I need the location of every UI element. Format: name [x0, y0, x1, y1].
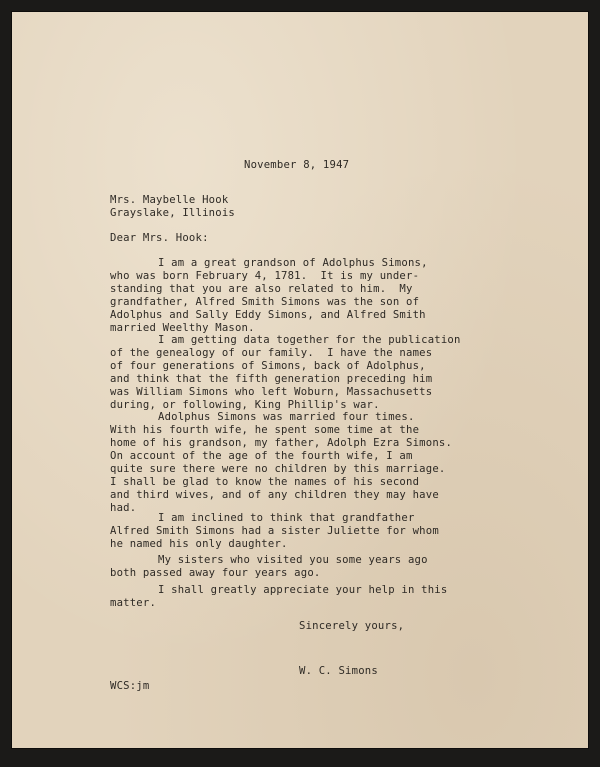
- letter-page: [12, 12, 588, 748]
- paragraph-line: matter.: [110, 597, 157, 609]
- paragraph-line: of the genealogy of our family. I have the names: [110, 347, 433, 359]
- paragraph-line: I am inclined to think that grandfather: [158, 512, 415, 524]
- paragraph-3: [110, 411, 452, 515]
- paragraph-line: Alfred Smith Simons had a sister Juliette for whom: [110, 525, 439, 537]
- paragraph-line: With his fourth wife, he spent some time at the: [110, 424, 420, 436]
- paragraph-line: My sisters who visited you some years ago: [158, 554, 428, 566]
- paragraph-1: [110, 257, 428, 335]
- paragraph-line: Adolphus Simons was married four times.: [158, 411, 415, 423]
- paragraph-line: I am a great grandson of Adolphus Simons,: [158, 257, 428, 269]
- paragraph-line: On account of the age of the fourth wife, I am: [110, 450, 413, 462]
- paragraph-line: both passed away four years ago.: [110, 567, 321, 579]
- paragraph-line: who was born February 4, 1781. It is my under-: [110, 270, 420, 282]
- paragraph-line: grandfather, Alfred Smith Simons was the son of: [110, 296, 420, 308]
- paragraph-line: married Weelthy Mason.: [110, 322, 255, 334]
- paragraph-line: and third wives, and of any children they may have: [110, 489, 439, 501]
- closing: Sincerely yours,: [299, 620, 405, 632]
- signature-name: W. C. Simons: [299, 665, 378, 677]
- paragraph-line: had.: [110, 502, 137, 514]
- paragraph-5: [110, 554, 428, 580]
- paragraph-line: and think that the fifth generation preceding him: [110, 373, 433, 385]
- typist-initials: WCS:jm: [110, 680, 150, 692]
- paragraph-line: home of his grandson, my father, Adolph Ezra Simons.: [110, 437, 453, 449]
- paragraph-line: Adolphus and Sally Eddy Simons, and Alfred Smith: [110, 309, 426, 321]
- letter-date: November 8, 1947: [244, 159, 350, 171]
- paragraph-line: of four generations of Simons, back of Adolphus,: [110, 360, 426, 372]
- recipient-name: Mrs. Maybelle Hook: [110, 194, 229, 206]
- paragraph-6: [110, 584, 447, 610]
- paragraph-line: standing that you are also related to him. My: [110, 283, 413, 295]
- paragraph-line: I shall greatly appreciate your help in this: [158, 584, 448, 596]
- paragraph-line: he named his only daughter.: [110, 538, 288, 550]
- paragraph-line: I shall be glad to know the names of his second: [110, 476, 420, 488]
- paragraph-line: quite sure there were no children by this marriage.: [110, 463, 446, 475]
- paragraph-line: I am getting data together for the publication: [158, 334, 461, 346]
- paragraph-4: [110, 512, 439, 551]
- paragraph-2: [110, 334, 461, 412]
- paragraph-line: was William Simons who left Woburn, Massachusetts: [110, 386, 433, 398]
- salutation: Dear Mrs. Hook:: [110, 232, 209, 244]
- paragraph-line: during, or following, King Phillip's war.: [110, 399, 380, 411]
- recipient-city: Grayslake, Illinois: [110, 207, 235, 219]
